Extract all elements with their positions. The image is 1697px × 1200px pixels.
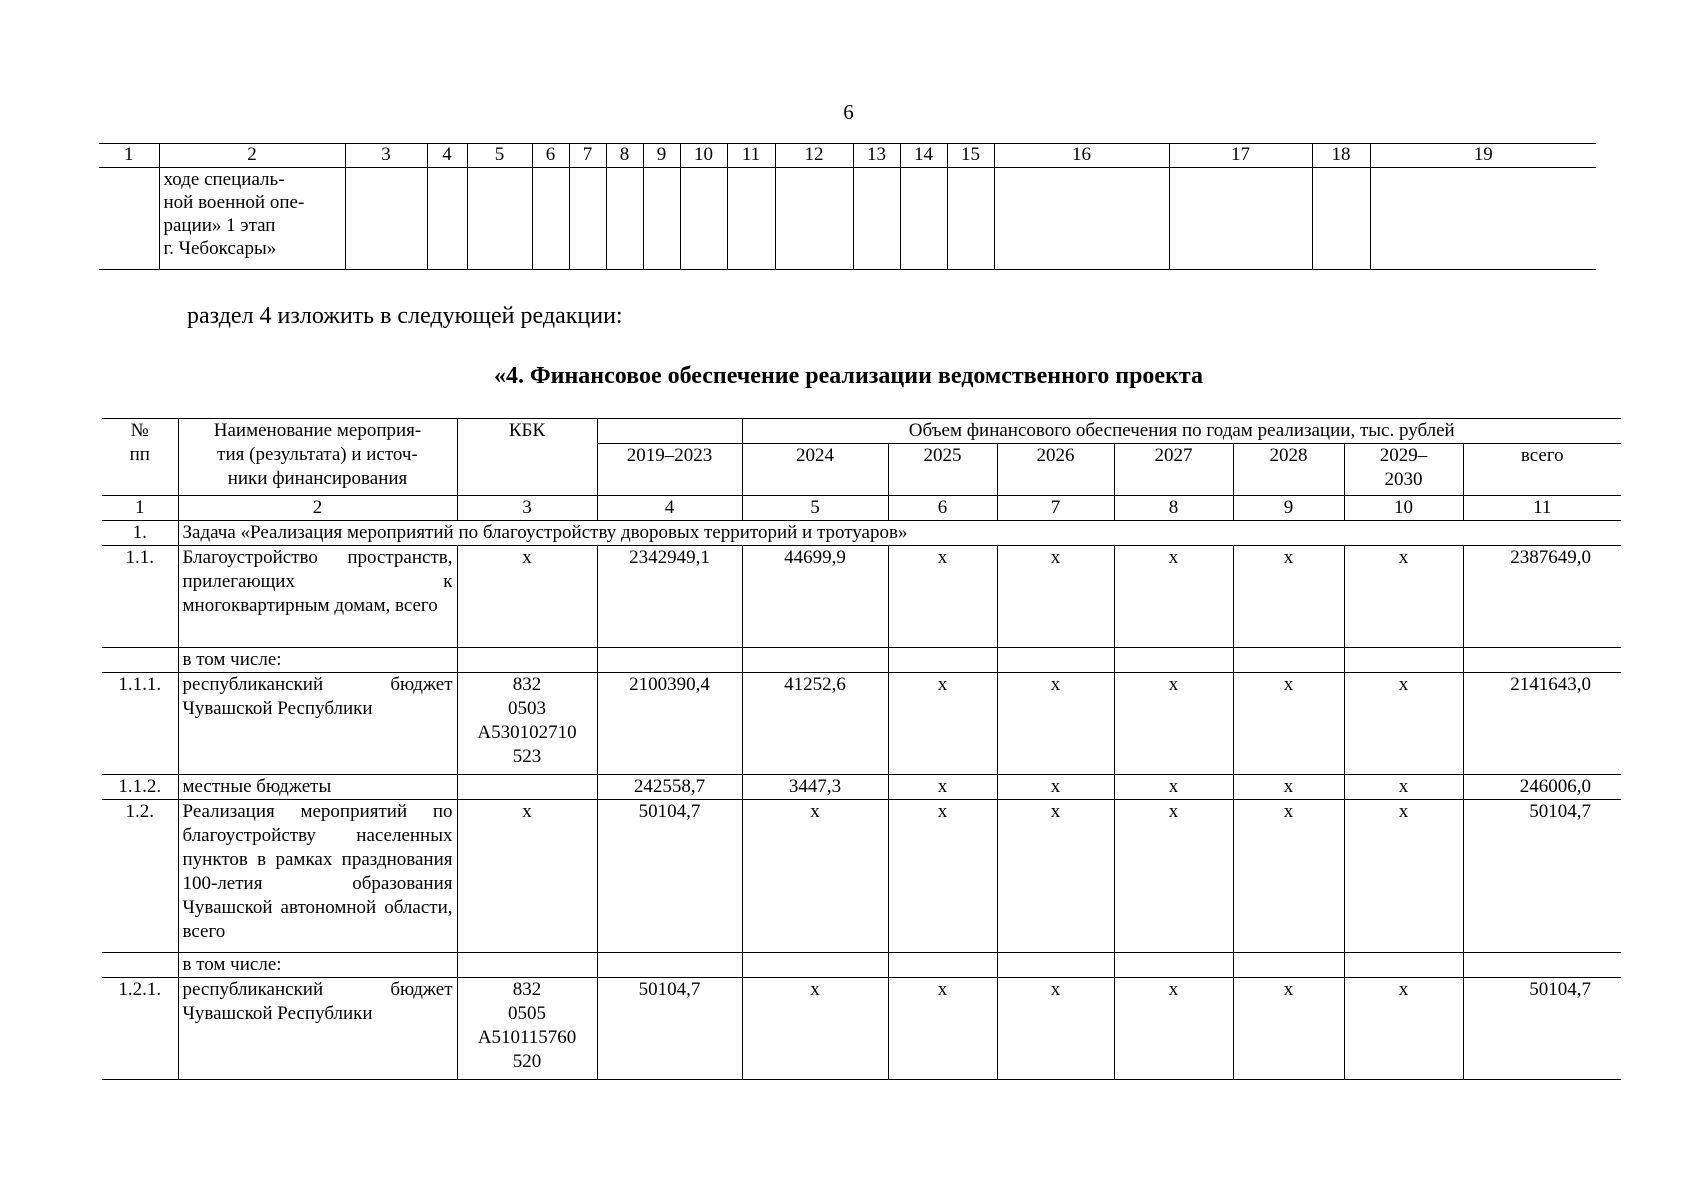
row-value: х [1233,775,1344,800]
row-value: 242558,7 [597,775,742,800]
col-num: 10 [1344,496,1463,521]
row-value: х [1233,673,1344,775]
col-num: 19 [1370,144,1596,168]
col-num: 2 [159,144,345,168]
col-num: 6 [532,144,569,168]
row-value: х [997,978,1114,1080]
row-value: 50104,7 [597,800,742,953]
row-name: в том числе: [178,648,457,673]
row-value: х [997,673,1114,775]
row-kbk [457,775,597,800]
table-row [102,673,1621,775]
row-value: 44699,9 [742,546,888,648]
header-year: 2026 [997,444,1114,496]
row-value [742,953,888,978]
row-kbk: х [457,800,597,953]
row-value: 2342949,1 [597,546,742,648]
row-value: х [888,978,997,1080]
col-num: 4 [427,144,467,168]
col-num: 18 [1312,144,1370,168]
col-num: 9 [643,144,680,168]
col-num: 6 [888,496,997,521]
row-name: Благоустройство пространств, прилегающих к многоквартирным домам, всего [178,546,457,648]
row-value: х [1344,673,1463,775]
header-year: 2024 [742,444,888,496]
col-num: 12 [775,144,853,168]
header-name: Наименование мероприя- тия (результата) и источ- ники финансирования [178,419,457,496]
row-value [742,648,888,673]
row-total: 50104,7 [1463,800,1621,953]
row-value: х [1114,978,1233,1080]
table-row [102,546,1621,648]
table-row [102,775,1621,800]
col-num: 17 [1169,144,1312,168]
row-value: х [997,546,1114,648]
row-value [888,648,997,673]
page-number: 6 [843,100,854,124]
col-num: 7 [997,496,1114,521]
row-kbk: 832 0503 А530102710 523 [457,673,597,775]
row-total [1463,648,1621,673]
row-value [888,953,997,978]
header-year: 2029– 2030 [1344,444,1463,496]
task-num: 1. [102,521,178,546]
row-value [997,953,1114,978]
col-num: 14 [900,144,947,168]
header-year: всего [1463,444,1621,496]
col-num: 15 [947,144,994,168]
row-value: х [888,546,997,648]
row-total: 50104,7 [1463,978,1621,1080]
row-value: х [1114,546,1233,648]
col-num: 9 [1233,496,1344,521]
row-value: х [1114,800,1233,953]
row-value: х [1344,546,1463,648]
row-number [102,953,178,978]
task-text: Задача «Реализация мероприятий по благоустройству дворовых территорий и тротуаров» [178,521,1621,546]
col-num: 3 [345,144,427,168]
table-row [102,800,1621,953]
col-num: 13 [853,144,900,168]
row-value: х [997,800,1114,953]
row-number: 1.1.1. [102,673,178,775]
row-total: 2141643,0 [1463,673,1621,775]
header-num: № пп [102,419,178,496]
row-kbk [457,953,597,978]
row-kbk: 832 0505 А510115760 520 [457,978,597,1080]
row-value [1114,648,1233,673]
table-row [102,953,1621,978]
row-value: х [1233,978,1344,1080]
col-num: 5 [742,496,888,521]
col-num: 2 [178,496,457,521]
header-year: 2025 [888,444,997,496]
row-value: х [1344,775,1463,800]
header-year: 2028 [1233,444,1344,496]
row-value: х [888,800,997,953]
column-number-row [102,496,1621,521]
row-value [1344,953,1463,978]
row-value: х [742,800,888,953]
row-value: х [742,978,888,1080]
row-value: х [1344,800,1463,953]
row-value: 2100390,4 [597,673,742,775]
header-year: 2027 [1114,444,1233,496]
row-value [1114,953,1233,978]
row-value: 50104,7 [597,978,742,1080]
row-kbk: х [457,546,597,648]
row-total: 2387649,0 [1463,546,1621,648]
col-num: 1 [102,496,178,521]
row-total: 246006,0 [1463,775,1621,800]
col-num: 16 [994,144,1169,168]
header-row [102,419,1621,444]
row-value: х [997,775,1114,800]
col-num: 3 [457,496,597,521]
row-value [1233,648,1344,673]
header-year: 2019–2023 [597,444,742,496]
row-value: 3447,3 [742,775,888,800]
row-value [1233,953,1344,978]
row-name: в том числе: [178,953,457,978]
row-value: х [1114,775,1233,800]
data-rows [102,546,1621,1080]
row-number [102,648,178,673]
col-num: 5 [467,144,532,168]
col-num: 8 [1114,496,1233,521]
col-num: 11 [1463,496,1621,521]
row-value: х [1233,800,1344,953]
section-title: «4. Финансовое обеспечение реализации ведомственного проекта [494,363,1203,389]
row-kbk [457,648,597,673]
col-num: 4 [597,496,742,521]
row-number: 1.1.2. [102,775,178,800]
row-name: республиканский бюджет Чувашской Республики [178,978,457,1080]
row-value: х [1233,546,1344,648]
row-value: х [1114,673,1233,775]
col-num: 8 [606,144,643,168]
financing-table [102,418,1621,1080]
header-kbk: КБК [457,419,597,496]
table-row [102,648,1621,673]
row-value [597,648,742,673]
row-value: х [888,673,997,775]
row-value [597,953,742,978]
continuation-table [99,143,1596,270]
row-value: х [1344,978,1463,1080]
row-value: 41252,6 [742,673,888,775]
table-row [102,978,1621,1080]
row-number: 1.2.1. [102,978,178,1080]
row-value [997,648,1114,673]
row-value: х [888,775,997,800]
row-name: республиканский бюджет Чувашской Республики [178,673,457,775]
table-row [99,168,1596,270]
col-num: 11 [727,144,775,168]
row-name: местные бюджеты [178,775,457,800]
header-group: Объем финансового обеспечения по годам реализации, тыс. рублей [742,419,1621,444]
col-num: 1 [99,144,159,168]
task-row [102,521,1621,546]
row-name: Реализация мероприятий по благоустройству населенных пунктов в рамках празднования 100-летия образования Чувашской автономной области, всего [178,800,457,953]
intro-text: раздел 4 изложить в следующей редакции: [187,303,623,329]
row-number: 1.1. [102,546,178,648]
column-number-row [99,144,1596,168]
row-total [1463,953,1621,978]
row-text: ходе специаль- ной военной опе- рации» 1 этап г. Чебоксары» [159,168,345,270]
col-num: 7 [569,144,606,168]
col-num: 10 [680,144,727,168]
row-value [1344,648,1463,673]
row-number: 1.2. [102,800,178,953]
